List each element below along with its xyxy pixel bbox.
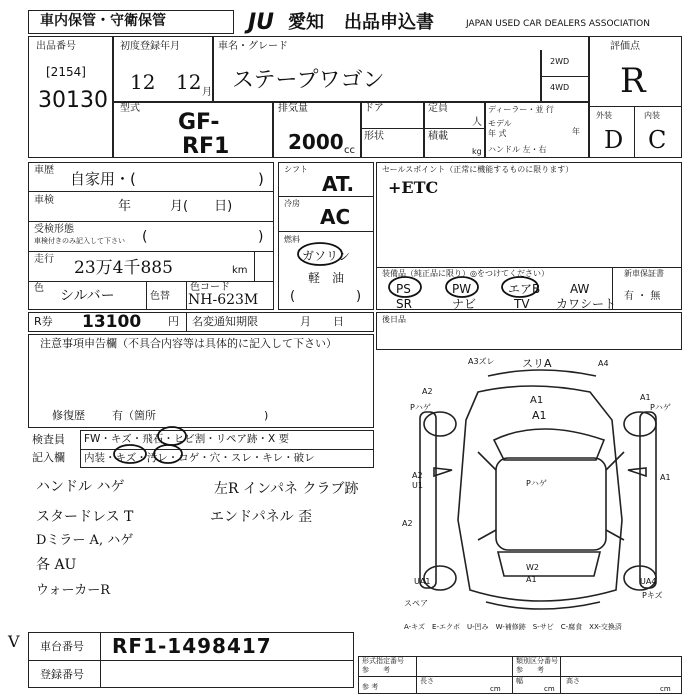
equip-label: 装備品（純正品に限り）◎をつけてください） <box>382 269 549 278</box>
diag-label-9: A1 <box>530 395 544 406</box>
color-code: NH-623M <box>188 292 259 308</box>
recycle-unit: 円 <box>168 315 179 328</box>
spec-length: 長さ <box>420 677 434 685</box>
score-ext-label: 外装 <box>596 111 612 120</box>
shift-value: AT. <box>322 172 355 196</box>
reg-month-unit: 月 <box>202 87 212 98</box>
diag-label-19: Pキズ <box>642 591 663 600</box>
remark-3: Dミラー A, ハゲ <box>36 533 134 548</box>
checker-label-2: 記入欄 <box>32 451 65 464</box>
load-unit: kg <box>472 147 482 156</box>
score-int: C <box>648 126 667 154</box>
reg-label: 初度登録年月 <box>120 41 180 52</box>
capacity-unit: 人 <box>472 117 482 128</box>
drive-4wd: 4WD <box>550 83 570 92</box>
form-title: 出品申込書 <box>344 12 434 33</box>
shift-label: シフト <box>284 165 308 174</box>
lot-number: 30130 <box>38 88 108 113</box>
color-change-label: 色替 <box>150 291 170 302</box>
load-label: 積載 <box>428 131 448 142</box>
receipt-close: ) <box>258 229 264 245</box>
color-code-label: 色コード <box>190 282 230 293</box>
history-label: 車歴 <box>34 165 54 176</box>
drive-2wd: 2WD <box>550 57 570 66</box>
score-int-label: 内装 <box>644 111 660 120</box>
remark-right-2: エンドパネル 歪 <box>210 509 313 525</box>
inspect-text: 年 月( 日) <box>118 199 233 214</box>
capacity-label: 定員 <box>428 103 448 114</box>
score-value: R <box>620 61 646 101</box>
diag-label-15: W2 <box>526 563 539 572</box>
register-label: 登録番号 <box>40 668 84 681</box>
lot-sub: [2154] <box>46 65 86 79</box>
equip-leather: カワシート <box>556 297 617 311</box>
diag-label-17: UA1 <box>414 577 431 586</box>
diag-legend: A-キズ E-エクボ U-凹み W-補修跡 S-サビ C-腐食 XX-交換済 <box>404 623 622 631</box>
repair-close: ) <box>264 409 269 422</box>
ac-label: 冷房 <box>284 199 300 208</box>
car-name-label: 車名・グレード <box>218 41 288 52</box>
diag-label-5: Pハゲ <box>410 403 431 412</box>
checker-row-2: 内装・キズ・汚レ・コゲ・穴・スレ・キレ・破レ <box>84 452 315 464</box>
org-name: 愛知 <box>288 12 324 33</box>
diag-label-12: Pハゲ <box>526 479 547 488</box>
repair-value: 有（箇所 <box>112 409 156 422</box>
checker-row-1: FW・キズ・飛石・ヒビ割・リペア跡・X 要 <box>84 433 290 445</box>
car-name: ステープワゴン <box>232 68 385 93</box>
history-close: ) <box>258 170 264 188</box>
chassis-number: RF1-1498417 <box>112 634 272 658</box>
disp-unit: cc <box>344 145 355 156</box>
equip-navi: ナビ <box>452 297 477 311</box>
equip-ps: PS <box>396 282 411 296</box>
model-line2: RF1 <box>182 134 230 159</box>
sales-label: セールスポイント（正常に機能するものに限ります） <box>382 165 574 174</box>
score-label: 評価点 <box>610 41 640 52</box>
diag-label-11: U1 <box>412 481 423 490</box>
corner-tag: 車内保管・守衛保管 <box>40 13 166 29</box>
spec-r1: 形式指定番号 <box>362 657 404 665</box>
spec-width-unit: cm <box>544 685 555 693</box>
fuel-diesel: 軽 油 <box>308 271 345 285</box>
notes-label: 注意事項申告欄（不具合内容等は具体的に記入して下さい） <box>40 337 337 350</box>
remark-2: スタードレス T <box>36 509 134 525</box>
dealer-model: モデル <box>488 119 512 128</box>
remark-4: 各 AU <box>36 557 77 573</box>
name-change-label: 名変通知期限 <box>192 315 258 328</box>
spec-height-unit: cm <box>660 685 671 693</box>
diag-label-7: A1 <box>640 393 651 402</box>
fuel-label: 燃料 <box>284 235 300 244</box>
org-name-en: JAPAN USED CAR DEALERS ASSOCIATION <box>466 19 650 29</box>
recycle-value: 13100 <box>82 312 142 332</box>
door-label: ドア <box>364 103 384 114</box>
spec-width: 幅 <box>516 677 523 685</box>
rear-items-label: 後日品 <box>382 315 406 324</box>
lot-label: 出品番号 <box>36 41 76 52</box>
remark-right-1: 左R インパネ クラブ跡 <box>214 481 359 497</box>
warranty-label: 新車保証書 <box>624 269 664 278</box>
spec-height: 高さ <box>566 677 580 685</box>
chassis-label: 車台番号 <box>40 640 84 653</box>
receipt-sub: 車検付きのみ記入して下さい <box>34 237 125 245</box>
diag-label-6: A1 <box>532 409 547 422</box>
inspect-label: 車検 <box>34 195 54 206</box>
equip-airbag: エアB <box>508 282 541 296</box>
spec-ref: 参 考 <box>362 683 379 691</box>
dealer-label: ディーラー・並 行 <box>488 105 554 114</box>
diag-label-18: UA4 <box>640 577 657 586</box>
color-value: シルバー <box>60 288 115 304</box>
spec-r2: 類別区分番号 <box>516 657 558 665</box>
dealer-year: 年 式 <box>488 129 507 138</box>
disp-value: 2000 <box>288 130 344 154</box>
equip-aw: AW <box>570 282 590 296</box>
spec-length-unit: cm <box>490 685 501 693</box>
color-label: 色 <box>34 283 44 294</box>
equip-tv: TV <box>514 297 530 311</box>
repair-label: 修復歴 <box>52 409 85 422</box>
diag-label-10: A2 <box>412 471 423 480</box>
spec-r1b: 参 考 <box>362 666 390 674</box>
equip-sr: SR <box>396 297 412 311</box>
dealer-nen: 年 <box>572 127 580 136</box>
recycle-label: R券 <box>34 315 53 328</box>
diag-label-1: A3ズレ <box>468 357 495 366</box>
receipt-open: ( <box>142 229 148 245</box>
diag-label-13: A1 <box>660 473 671 482</box>
reg-month: 12 <box>176 70 202 94</box>
dealer-handle: ハンドル 左・右 <box>488 145 547 154</box>
diag-label-2: スリA <box>522 357 552 370</box>
fuel-close: ) <box>356 289 362 304</box>
ju-logo: JU <box>248 10 275 35</box>
diag-label-20: スペア <box>404 599 428 608</box>
diag-label-16: A1 <box>526 575 537 584</box>
shape-label: 形状 <box>364 131 384 142</box>
mileage-label: 走行 <box>34 254 54 265</box>
diag-label-14: A2 <box>402 519 413 528</box>
sales-value: +ETC <box>388 178 439 197</box>
history-value: 自家用・( <box>70 170 136 188</box>
checker-label-1: 検査員 <box>32 433 65 446</box>
reg-year: 12 <box>130 70 156 94</box>
fuel-gasoline: ガソリン <box>302 249 351 263</box>
model-label: 型式 <box>120 103 140 114</box>
spec-r2b: 参 考 <box>516 666 544 674</box>
model-line1: GF- <box>178 110 220 135</box>
disp-label: 排気量 <box>278 103 308 114</box>
diag-label-3: A4 <box>598 359 609 368</box>
diag-label-4: A2 <box>422 387 433 396</box>
fuel-open: ( <box>290 289 296 304</box>
ac-value: AC <box>320 205 351 229</box>
mileage-value: 23万4千885 <box>74 258 173 278</box>
score-ext: D <box>604 126 624 154</box>
warranty-opts: 有 ・ 無 <box>624 291 661 302</box>
mileage-unit: km <box>232 265 248 276</box>
margin-mark: V <box>8 632 20 651</box>
remark-5: ウォーカーR <box>36 583 111 598</box>
name-change-text: 月 日 <box>300 315 344 328</box>
receipt-label: 受検形態 <box>34 224 74 235</box>
equip-pw: PW <box>452 282 472 296</box>
diag-label-8: Pハゲ <box>650 403 671 412</box>
remark-1: ハンドル ハゲ <box>36 479 125 495</box>
